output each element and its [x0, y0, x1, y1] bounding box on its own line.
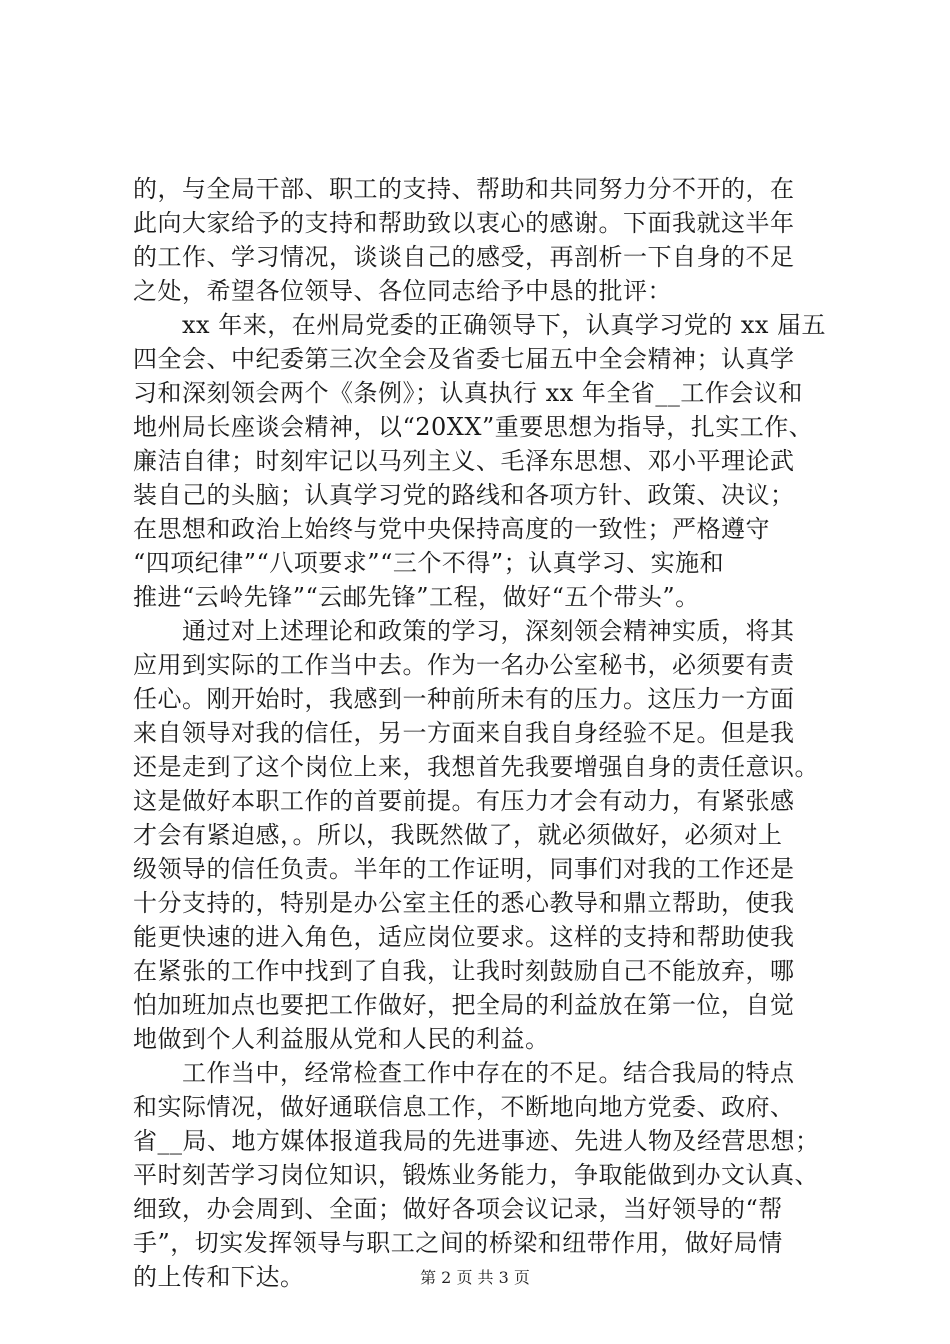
- text-line: 推进“云岭先锋”“云邮先锋”工程，做好“五个带头”。: [133, 583, 700, 611]
- text-line: 的，与全局干部、职工的支持、帮助和共同努力分不开的，在: [133, 175, 795, 203]
- document-body: [133, 172, 833, 1294]
- text-line: 的工作、学习情况，谈谈自己的感受，再剖析一下自身的不足: [133, 243, 795, 271]
- text-line: 在思想和政治上始终与党中央保持高度的一致性；严格遵守: [133, 515, 770, 543]
- text-line: 能更快速的进入角色，适应岗位要求。这样的支持和帮助使我: [133, 923, 795, 951]
- text-line: 还是走到了这个岗位上来，我想首先我要增强自身的责任意识。: [133, 753, 819, 781]
- text-line: 这是做好本职工作的首要前提。有压力才会有动力，有紧张感: [133, 787, 795, 815]
- text-line: xx 年来，在州局党委的正确领导下，认真学习党的 xx 届五: [133, 311, 827, 339]
- text-line: 工作当中，经常检查工作中存在的不足。结合我局的特点: [133, 1059, 795, 1087]
- text-line: 廉洁自律；时刻牢记以马列主义、毛泽东思想、邓小平理论武: [133, 447, 795, 475]
- paragraph-2: [133, 308, 833, 614]
- text-line: 四全会、中纪委第三次全会及省委七届五中全会精神；认真学: [133, 345, 795, 373]
- text-line: 应用到实际的工作当中去。作为一名办公室秘书，必须要有责: [133, 651, 795, 679]
- paragraph-4: [133, 1056, 833, 1294]
- text-line: 来自领导对我的信任，另一方面来自我自身经验不足。但是我: [133, 719, 795, 747]
- text-line: 平时刻苦学习岗位知识，锻炼业务能力，争取能做到办文认真、: [133, 1161, 819, 1189]
- text-line: 地州局长座谈会精神，以“20XX”重要思想为指导，扎实工作、: [133, 413, 814, 441]
- text-line: 通过对上述理论和政策的学习，深刻领会精神实质，将其: [133, 617, 795, 645]
- text-line: 十分支持的，特别是办公室主任的悉心教导和鼎立帮助，使我: [133, 889, 795, 917]
- text-line: 的上传和下达。: [133, 1263, 305, 1291]
- text-line: 之处，希望各位领导、各位同志给予中恳的批评：: [133, 277, 672, 305]
- text-line: 在紧张的工作中找到了自我，让我时刻鼓励自己不能放弃，哪: [133, 957, 795, 985]
- text-line: 和实际情况，做好通联信息工作，不断地向地方党委、政府、: [133, 1093, 795, 1121]
- text-line: 习和深刻领会两个《条例》；认真执行 xx 年全省__工作会议和: [133, 379, 803, 407]
- text-line: 装自己的头脑；认真学习党的路线和各项方针、政策、决议；: [133, 481, 795, 509]
- text-line: 此向大家给予的支持和帮助致以衷心的感谢。下面我就这半年: [133, 209, 795, 237]
- text-line: 才会有紧迫感，。所以，我既然做了，就必须做好，必须对上: [133, 821, 783, 849]
- paragraph-1: [133, 172, 833, 308]
- text-line: 地做到个人利益服从党和人民的利益。: [133, 1025, 550, 1053]
- text-line: 省__局、地方媒体报道我局的先进事迹、先进人物及经营思想；: [133, 1127, 820, 1155]
- text-line: 任心。刚开始时，我感到一种前所未有的压力。这压力一方面: [133, 685, 795, 713]
- text-line: 细致，办会周到、全面；做好各项会议记录，当好领导的“帮: [133, 1195, 783, 1223]
- text-line: 怕加班加点也要把工作做好，把全局的利益放在第一位，自觉: [133, 991, 795, 1019]
- text-line: 手”，切实发挥领导与职工之间的桥梁和纽带作用，做好局情: [133, 1229, 783, 1257]
- text-line: “四项纪律”“八项要求”“三个不得”；认真学习、实施和: [133, 549, 725, 577]
- page-number-footer: 第 2 页 共 3 页: [420, 1268, 530, 1287]
- text-line: 级领导的信任负责。半年的工作证明，同事们对我的工作还是: [133, 855, 795, 883]
- paragraph-3: [133, 614, 833, 1056]
